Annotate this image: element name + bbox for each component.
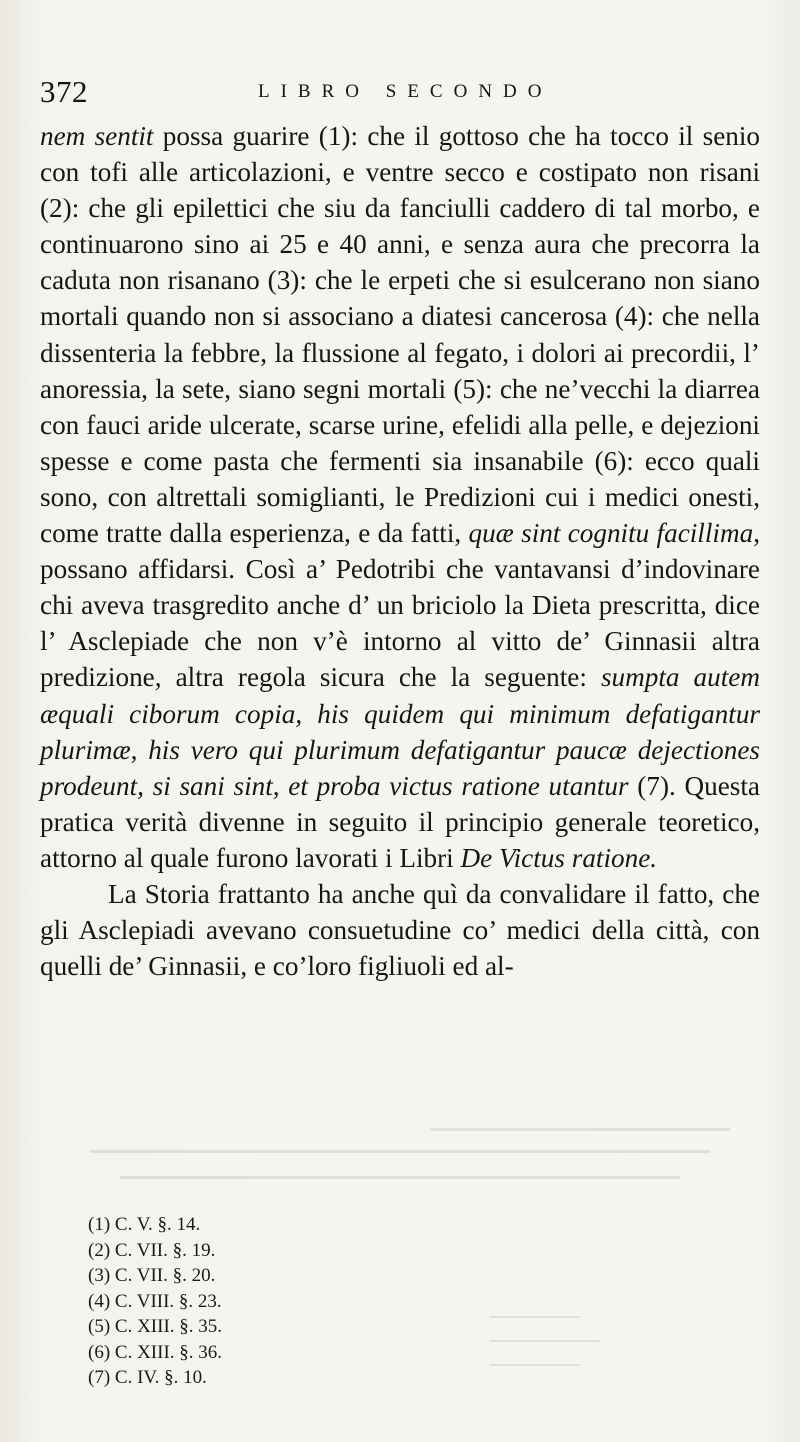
paragraph-2: La Storia frattanto ha anche quì da convalidare il fatto, che gli Asclepiadi avevano consuetudine co’ medici della città, con quelli de’ Ginnasii, e co’loro figliuoli ed al-	[40, 878, 760, 982]
italic-run: nem sentit	[40, 121, 154, 151]
footnote-4: (4) C. VIII. §. 23.	[88, 1290, 222, 1312]
footnote-1: (1) C. V. §. 14.	[88, 1214, 201, 1235]
text-run: (7). Questa pratica verità divenne in seguito il principio generale teoretico, attorno al quale furono lavorati i Libri	[40, 770, 760, 873]
text-run: , possano affidarsi. Così a’ Pedotribi che vantavansi d’indovinare chi aveva trasgredito anche d’ un briciolo la Dieta prescritta, dice l’ Asclepiade che non v’è intorno al vitto de’ Ginnasii altra predizione, altra regola sicura che la seguente:	[40, 518, 760, 693]
text-run: possa guarire (1): che il gottoso che ha tocco il senio con tofi alle articolazioni, e ventre secco e costipato non risani (2): che gli epilettici che siu da fanciulli caddero di tal morbo, e continuarono sino ai 25 e 40 anni, e senza aura che precorra la caduta non risanano (3): che le erpeti che si esulcerano non siano mortali quando non si associano a diatesi cancerosa (4): che nella dissenteria la febbre, la flussione al fegato, i dolori ai precordii, l’ anoressia, la sete, siano segni mortali (5): che ne’vecchi la diarrea con fauci aride ulcerate, scarse urine, efelidi alla pelle, e dejezioni spesse e come pasta che fermenti sia insanabile (6): ecco quali sono, con altrettali somiglianti, le Predizioni cui i medici onesti, come tratte dalla esperienza, e da fatti,	[40, 121, 761, 549]
footnote-2: (2) C. VII. §. 19.	[88, 1239, 216, 1261]
body-text	[40, 118, 760, 984]
footnote-5: (5) C. XIII. §. 35.	[88, 1316, 223, 1337]
footnote-6: (6) C. XIII. §. 36.	[88, 1341, 223, 1363]
page-number: 372	[40, 74, 88, 109]
paragraph-1	[40, 118, 760, 876]
running-title: LIBRO SECONDO	[258, 81, 553, 102]
italic-run: sumpta autem æquali ciborum copia, his quidem qui minimum defatigantur plurimæ, his vero qui plurimum defatigantur paucæ dejectiones prodeunt, si sani sint, et proba victus ratione utantur	[40, 662, 760, 801]
footnote-7: (7) C. IV. §. 10.	[88, 1367, 207, 1388]
italic-run: quæ sint cognitu facillima	[468, 518, 754, 549]
italic-run: De Victus ratione.	[460, 842, 658, 873]
page-header	[40, 74, 760, 118]
footnote-3: (3) C. VII. §. 20.	[88, 1265, 216, 1286]
footnotes	[88, 1212, 388, 1391]
